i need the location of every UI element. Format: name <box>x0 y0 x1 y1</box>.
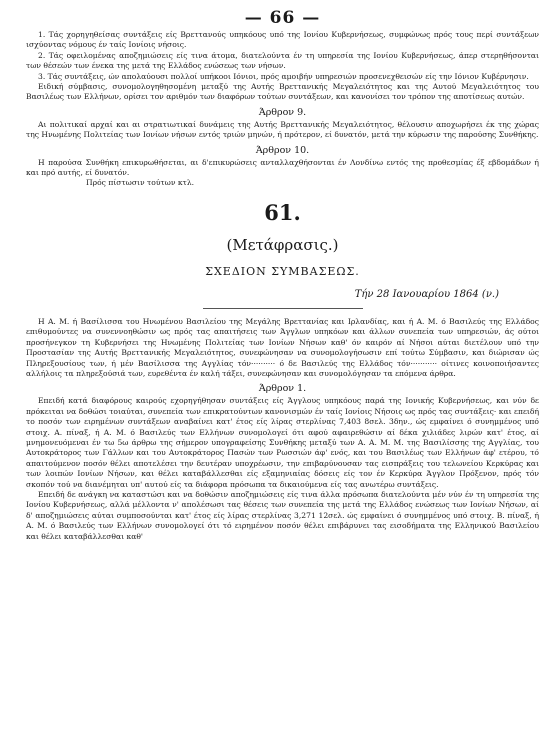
paragraph-preamble: Η Α. Μ. ή Βασίλισσα του Ηνωμένου Βασιλείου της Μεγάλης Βρεττανίας και Ιρλανδίας, και ή Α. Μ. ό Βασιλεύς της Ελλάδος επιθυμούντες να συνεννοηθώσιν ως πρός τας απαιτήσεις των Άγγλων υπηκόων και άλλων συνεπεία των υπηρεσιών, άς ούτοι προσήνεγκον τη Κυβερνήσει της Ηνωμένης Πολιτείας των Ιονίων Νήσων καθ' όν καιρόν αί Νήσοι αύται διετέλουν υπό την Προστασίαν της Αυτής Βρεττανικής Μεγαλειότητος, συνεφώνησαν να συνομολογήσωσιν επί τούτω Σύμβασιν, και διώρισαν ώς Πληρεξουσίους των, ή μέν Βασίλισσα της Αγγλίας τόν·········· ό δε Βασιλεύς της Ελλάδος τόν··········· οίτινες κοινοποιήσαντες αλλήλοις τα πληρεξούσιά των, ευρεθέντα έν καλή τάξει, συνεφώνησαν και συνομολόγησαν τα επόμενα άρθρα. <box>26 316 539 378</box>
paragraph-pensions: 1. Τάς χορηγηθείσας συντάξεις είς Βρεττανούς υπηκόους υπό της Ιονίου Κυβερνήσεως, συμφώνως πρός τους περί συντάξεων ισχύοντας νόμους έν ταίς Ιονίοις νήσοις. <box>26 30 539 50</box>
paragraph-article-10: Η παρούσα Συνθήκη επικυρωθήσεται, αι δ'επικυρώσεις ανταλλαχθήσονται έν Λονδίνω εντός της προθεσμίας έξ εβδομάδων ή και πρό αυτής, εί δυνατόν. <box>26 157 539 178</box>
paragraph-special-convention: Ειδική σύμβασις, συνομολογηθησομένη μεταξύ της Αυτής Βρεττανικής Μεγαλειότητος και της Αυτού Μεγαλειότητος του Βασιλέως των Ελλήνων, ορίσει τον αριθμόν των διαφόρων τούτων συντάξεων, και κανονίσει τον τρόπον της αποτίσεως αυτών. <box>26 82 539 102</box>
paragraph-article-1: Επειδή κατά διαφόρους καιρούς εχορηγήθησαν συντάξεις είς Άγγλους υπηκόους παρά της Ιονικής Κυβερνήσεως, και νύν δε πρόκειται να δοθώσι τοιαύται, συνεπεία των επικρατούντων κανονισμών έν ταίς Ιονίοις Νήσοις ως πρός τας συντάξεις· και επειδή το ποσόν των ειρημένων συντάξεων αναβαίνει κατ' έτος είς λίρας στερλίνας 7,403 8σελ. 3δην., ώς εμφαίνει ό συνημμένος υπό στοιχ. Α. πίναξ, ή Α. Μ. ό Βασιλεύς των Ελλήνων συνομολογεί ότι αφού αφαιρεθώσιν αί δέκα χιλιάδες λιρών κατ' έτος, αί μνημονευόμεναι έν τω 5ω άρθρω της σήμερον υπογραφείσης Συνθήκης μεταξύ των Α. Α. Μ. Μ. της Βασιλίσσης της Αγγλίας, του Αυτοκράτορος των Γάλλων και του Αυτοκράτορος Πασών των Ρωσσιών άφ' ενός, και του Βασιλέως των Ελλήνων άφ' ετέρου, τό απαιτούμενον ποσόν θέλει αποτελέσει την δευτέραν υποχρέωσιν, την επιβαρύνουσαν τας εισπράξεις του τελωνείου Κερκύρας και των λοιπών Ιονίων Νήσων, και θέλει καταβάλλεσθαι είς εξαμηνιαίας δόσεις είς τον έν Κερκύρα Άγγλον Πρόξενον, πρός τόν σκοπόν τού να διανέμηται υπ' αυτού είς τα διάφορα πρόσωπα τα δικαιούμενα είς τας ανωτέρω συντάξεις. <box>26 396 539 489</box>
document-date: Τήν 28 Ιανουαρίου 1864 (ν.) <box>354 288 499 300</box>
document-number: 61. <box>264 199 301 225</box>
closing-formula: Πρός πίστωσιν τούτων κτλ. <box>86 178 195 188</box>
paragraph-article-9: Αι πολιτικαί αρχαί και αι στρατιωτικαί δυνάμεις της Αυτής Βρεττανικής Μεγαλειότητος, θέλουσιν αποχωρήσει έκ της χώρας της Ηνωμένης Πολιτείας των Ιονίων νήσων εντός τριών μηνών, ή πρότερον, εί δυνατόν, μετά την κύρωσιν της παρούσης Συνθήκης. <box>26 119 539 140</box>
divider <box>203 308 363 309</box>
article-9-heading: Άρθρον 9. <box>258 106 307 118</box>
article-1-heading: Άρθρον 1. <box>258 383 307 395</box>
article-10-heading: Άρθρον 10. <box>255 144 310 156</box>
paragraph-ionian-pensions: 3. Τάς συντάξεις, ών απολαύουσι πολλοί υπήκοοι Ιόνιοι, πρός αμοιβήν υπηρεσιών προσενεχθεισών είς την Ιόνιον Κυβέρνησιν. <box>38 71 529 81</box>
paragraph-compensations: 2. Τάς οφειλομένας αποζημιώσεις είς τινα άτομα, διατελούντα έν τη υπηρεσία της Ιονίου Κυβερνήσεως, άπερ στερηθήσονται των θέσεών των ένεκα της μετά της Ελλάδος ενώσεως των νήσων. <box>26 50 539 71</box>
draft-convention-title: ΣΧΕΔΙΟΝ ΣΥΜΒΑΣΕΩΣ. <box>205 264 360 278</box>
paragraph-article-1-continued: Επειδή δε ανάγκη να καταστώσι και να δοθώσιν αποζημιώσεις είς τινα άλλα πρόσωπα διατελούντα μέν νύν έν τη υπηρεσία της Ιονίου Κυβερνήσεως, αλλά μέλλοντα ν' απολέσωσι τας θέσεις των συνεπεία της μετά της Ελλάδος ενώσεως των Ιονίων Νήσων, αί δ' αποζημιώσεις αύται συμποσούνται κατ' έτος είς λίρας στερλίνας 3,271 12σελ. ώς εμφαίνει ό συνημμένος υπό στοιχ. Β. πίναξ, ή Α. Μ. ό Βασιλεύς των Ελλήνων συνομολογεί ότι τό ειρημένον ποσόν θέλει επιβάρυνει τας εισοδήματα της Ελληνικού Βασιλείου και θέλει καταβάλλεσθαι καθ' <box>26 489 539 541</box>
translation-heading: (Μετάφρασις.) <box>226 235 339 254</box>
page-number: — 66 — <box>244 8 321 28</box>
